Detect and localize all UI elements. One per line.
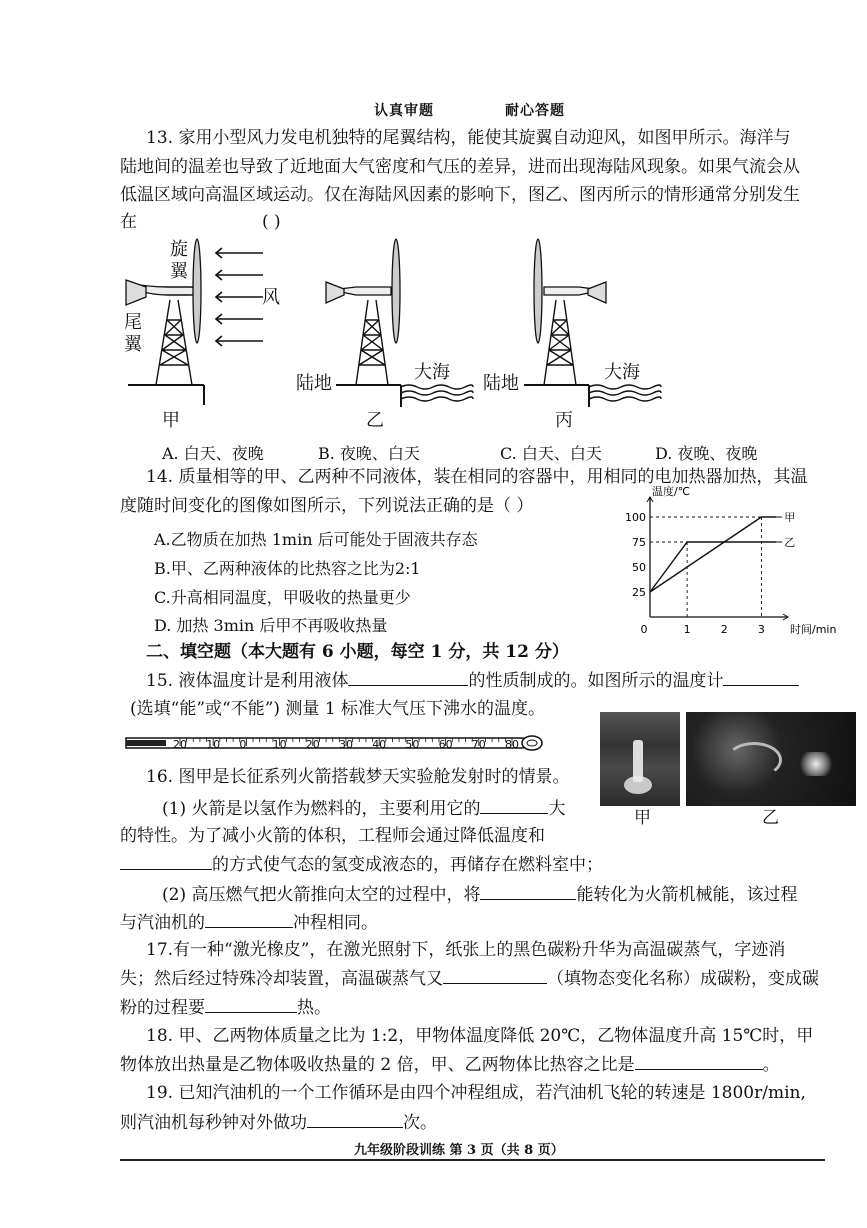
y-tick-label: 75 (632, 536, 646, 549)
series-label: 乙 (784, 536, 796, 549)
label-sea-yi: 大海 (414, 362, 450, 383)
q16-line4 (120, 853, 603, 876)
thermometer-number: 20 (305, 738, 320, 751)
q19-text-2b: 次。 (403, 1113, 437, 1133)
y-axis-label: 温度/℃ (652, 485, 691, 498)
q14-line2: 度随时间变化的图像如图所示，下列说法正确的是（ ） (120, 496, 534, 516)
q14-line1: 14. 质量相等的甲、乙两种不同液体，装在相同的容器中，用相同的电加热器加热，其温 (146, 467, 808, 487)
q14-option-c: C.升高相同温度，甲吸收的热量更少 (154, 588, 411, 607)
chart-axes (647, 484, 836, 636)
label-jia: 甲 (162, 410, 180, 431)
photo-label-yi: 乙 (762, 808, 779, 828)
q15-line2: (选填“能”或“不能”) 测量 1 标准大气压下沸水的温度。 (130, 699, 546, 719)
q17-text-3a: 粉的过程要 (120, 998, 205, 1018)
q16-text-2a: (1) 火箭是以氢作为燃料的，主要利用它的 (162, 799, 481, 819)
q16-blank-2[interactable] (120, 853, 212, 870)
q13-line2: 陆地间的温差也导致了近地面大气密度和气压的差异，进而出现海陆风现象。如果气流会从 (120, 157, 800, 177)
tower-yi (336, 300, 401, 407)
q19-text-2a: 则汽油机每秒钟对外做功 (120, 1113, 307, 1133)
y-tick-label: 50 (632, 561, 646, 574)
rotor-yi (392, 239, 400, 343)
q15-blank-1[interactable] (348, 669, 468, 686)
q15-blank-2[interactable] (723, 669, 799, 686)
thermometer-number: 10 (272, 738, 287, 751)
q13-line4: 在 (120, 212, 137, 232)
q19-line1: 19. 已知汽油机的一个工作循环是由四个冲程组成，若汽油机飞轮的转速是 1800r/min, (146, 1083, 806, 1103)
thermometer-number: 0 (239, 738, 247, 751)
temperature-time-chart (620, 485, 837, 637)
q16-line6 (120, 911, 378, 934)
q16-text-5a: (2) 高压燃气把火箭推向太空的过程中，将 (162, 885, 481, 905)
q16-blank-1[interactable] (480, 797, 548, 814)
header-left: 认真审题 (374, 103, 434, 119)
tail-fin-yi (326, 282, 344, 303)
q15-line1 (146, 669, 799, 692)
y-tick-label: 25 (632, 586, 646, 599)
q17-line2 (120, 967, 819, 990)
photo-label-jia: 甲 (634, 808, 651, 828)
rotor-bing (534, 239, 542, 343)
q16-text-6a: 与汽油机的 (120, 913, 205, 933)
thermometer-scale (120, 738, 540, 754)
label-rotor-1: 旋 (170, 239, 188, 260)
q16-blank-3[interactable] (480, 883, 576, 900)
tail-fin-bing (588, 282, 606, 303)
q16-line1: 16. 图甲是长征系列火箭搭载梦天实验舱发射时的情景。 (146, 767, 570, 787)
series-line (650, 517, 776, 592)
rocket-exhaust (624, 776, 652, 794)
q17-blank-1[interactable] (443, 967, 547, 984)
tail-fin-jia (126, 280, 146, 305)
section2-title: 二、填空题（本大题有 6 小题，每空 1 分，共 12 分） (146, 642, 569, 662)
q17-line3 (120, 996, 331, 1019)
rotor-jia (193, 239, 201, 343)
q13-option-a: A. 白天、夜晚 (162, 444, 264, 463)
x-tick-label: 0 (640, 623, 648, 636)
q19-line2 (120, 1111, 437, 1134)
q16-text-6b: 冲程相同。 (293, 913, 378, 933)
q16-text-5b: 能转化为火箭机械能，该过程 (576, 885, 798, 905)
q15-text-a: 15. 液体温度计是利用液体 (146, 671, 349, 691)
thermometer-number: 20 (173, 738, 187, 751)
y-tick-label: 100 (625, 511, 646, 524)
label-sea-bing: 大海 (604, 362, 640, 383)
thermometer-number: 70 (471, 738, 486, 751)
q13-option-d: D. 夜晚、夜晚 (655, 444, 758, 463)
chart-series (650, 511, 795, 592)
q15-text-b: 的性质制成的。如图所示的温度计 (468, 671, 724, 691)
q18-line2 (120, 1053, 780, 1076)
q17-text-2b: （填物态变化名称）成碳粉，变成碳 (547, 969, 819, 989)
footer-rule (120, 1159, 825, 1161)
q16-blank-4[interactable] (205, 911, 293, 928)
label-yi: 乙 (366, 410, 384, 431)
q16-text-4b: 的方式使气态的氢变成液态的，再储存在燃料室中； (212, 855, 603, 875)
q17-line1: 17.有一种“激光橡皮”，在激光照射下，纸张上的黑色碳粉升华为高温碳蒸气，字迹消 (146, 940, 786, 960)
q14-option-b: B.甲、乙两种液体的比热容之比为2:1 (154, 559, 421, 578)
q17-blank-2[interactable] (205, 996, 297, 1013)
q13-option-c: C. 白天、白天 (500, 444, 602, 463)
page-footer: 九年级阶段训练 第 3 页（共 8 页） (354, 1143, 564, 1158)
q16-line5 (162, 883, 797, 906)
q18-line1: 18. 甲、乙两物体质量之比为 1:2，甲物体温度降低 20℃，乙物体温度升高 15℃时，甲 (146, 1026, 814, 1046)
label-rotor-2: 翼 (170, 261, 188, 282)
q17-text-3b: 热。 (297, 998, 331, 1018)
q14-option-a: A.乙物质在加热 1min 后可能处于固液共存态 (154, 530, 478, 549)
header-right: 耐心答题 (505, 103, 565, 119)
label-tail-2: 翼 (124, 334, 142, 355)
thermometer-number: 10 (206, 738, 221, 751)
x-axis-label: 时间/min (790, 623, 837, 636)
label-land-bing: 陆地 (483, 373, 519, 394)
x-tick-label: 3 (757, 623, 765, 636)
thermometer-number: 50 (405, 738, 420, 751)
smoke-curl (726, 742, 782, 778)
label-tail-1: 尾 (124, 312, 142, 333)
q13-line1: 13. 家用小型风力发电机独特的尾翼结构，能使其旋翼自动迎风，如图甲所示。海洋与 (146, 128, 791, 148)
series-label: 甲 (784, 511, 796, 524)
x-tick-label: 1 (683, 623, 691, 636)
q18-text-2b: 。 (762, 1055, 780, 1075)
q14-option-d: D. 加热 3min 后甲不再吸收热量 (154, 616, 388, 635)
q16-line3: 的特性。为了减小火箭的体积，工程师会通过降低温度和 (120, 826, 545, 846)
wind-arrows (216, 248, 263, 346)
thermometer-number: 80 (505, 738, 519, 751)
label-bing: 丙 (555, 410, 573, 431)
rocket-launch-photo (600, 712, 680, 806)
thermometer-number: 40 (372, 738, 387, 751)
q18-text-2a: 物体放出热量是乙物体吸收热量的 2 倍，甲、乙两物体比热容之比是 (120, 1055, 635, 1075)
q13-answer-paren: ( ) (262, 212, 281, 232)
sea-waves-yi (401, 385, 473, 401)
thermometer-number: 60 (438, 738, 453, 751)
label-wind: 风 (262, 287, 280, 308)
laser-glow (796, 752, 836, 776)
q13-line3: 低温区域向高温区域运动。仅在海陆风因素的影响下，图乙、图丙所示的情形通常分别发生 (120, 185, 800, 205)
q16-line2 (162, 797, 565, 820)
q13-option-b: B. 夜晚、白天 (318, 444, 420, 463)
laser-eraser-photo (686, 712, 856, 806)
x-tick-label: 2 (720, 623, 728, 636)
q19-blank-1[interactable] (307, 1111, 403, 1128)
thermometer-number: 30 (339, 738, 353, 751)
q17-text-2a: 失；然后经过特殊冷却装置，高温碳蒸气又 (120, 969, 443, 989)
q18-blank-1[interactable] (635, 1053, 763, 1070)
q16-text-2b: 大 (548, 799, 566, 819)
label-land-yi: 陆地 (296, 373, 332, 394)
sea-waves-bing (589, 385, 661, 401)
